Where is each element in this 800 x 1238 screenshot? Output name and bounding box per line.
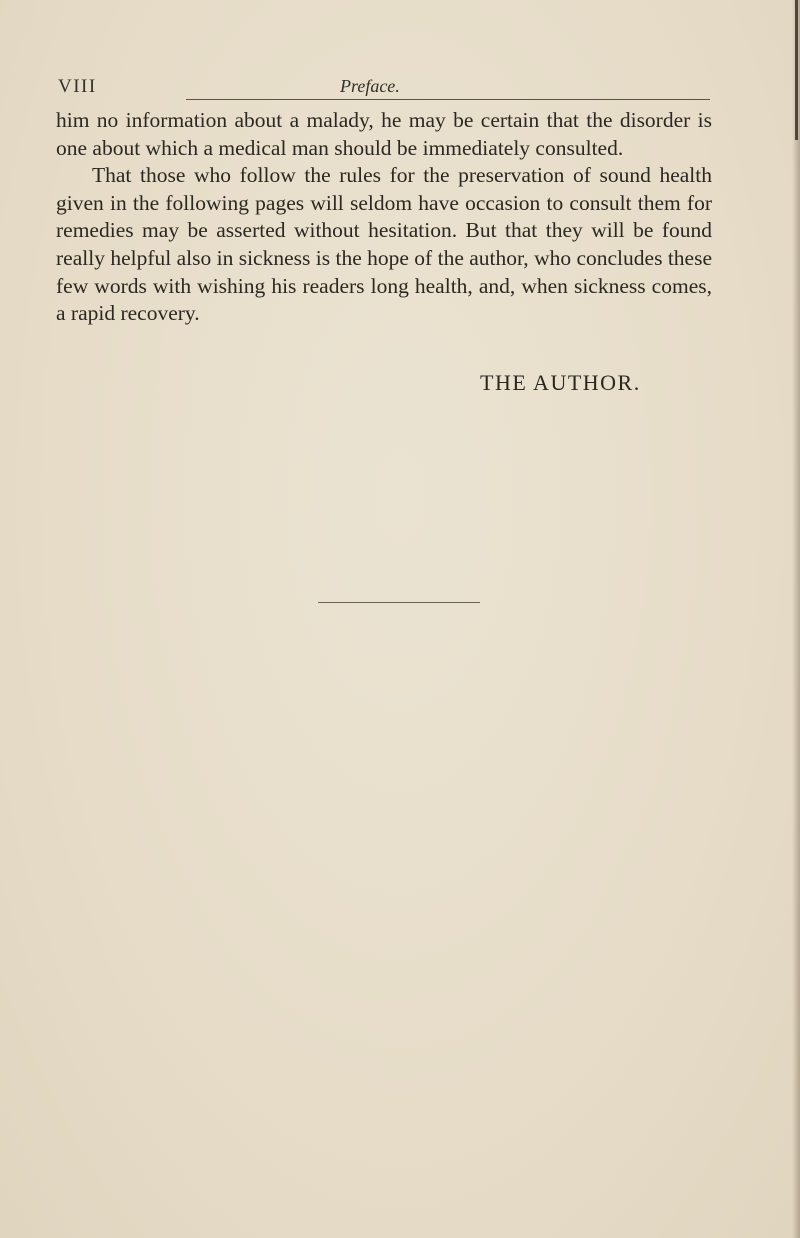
paragraph: him no information about a malady, he may be certain that the disorder is one about which a medical man should be immediately consulted. bbox=[56, 108, 712, 160]
paragraph: That those who follow the rules for the preservation of sound health given in the following pages will seldom have occasion to consult them for remedies may be asserted without hesitation. But that they will be found really helpful also in sickness is the hope of the author, who concludes these few words with wishing his readers long health, and, when sickness comes, a rapid recovery. bbox=[56, 163, 712, 326]
running-head: Preface. bbox=[340, 76, 400, 96]
author-signature: THE AUTHOR. bbox=[480, 370, 641, 395]
header-rule bbox=[186, 99, 710, 100]
preface-body bbox=[56, 107, 712, 328]
page-number: VIII bbox=[58, 76, 97, 97]
closing-rule bbox=[318, 602, 480, 603]
page-edge-shadow bbox=[795, 0, 798, 140]
page-edge bbox=[792, 0, 800, 1238]
